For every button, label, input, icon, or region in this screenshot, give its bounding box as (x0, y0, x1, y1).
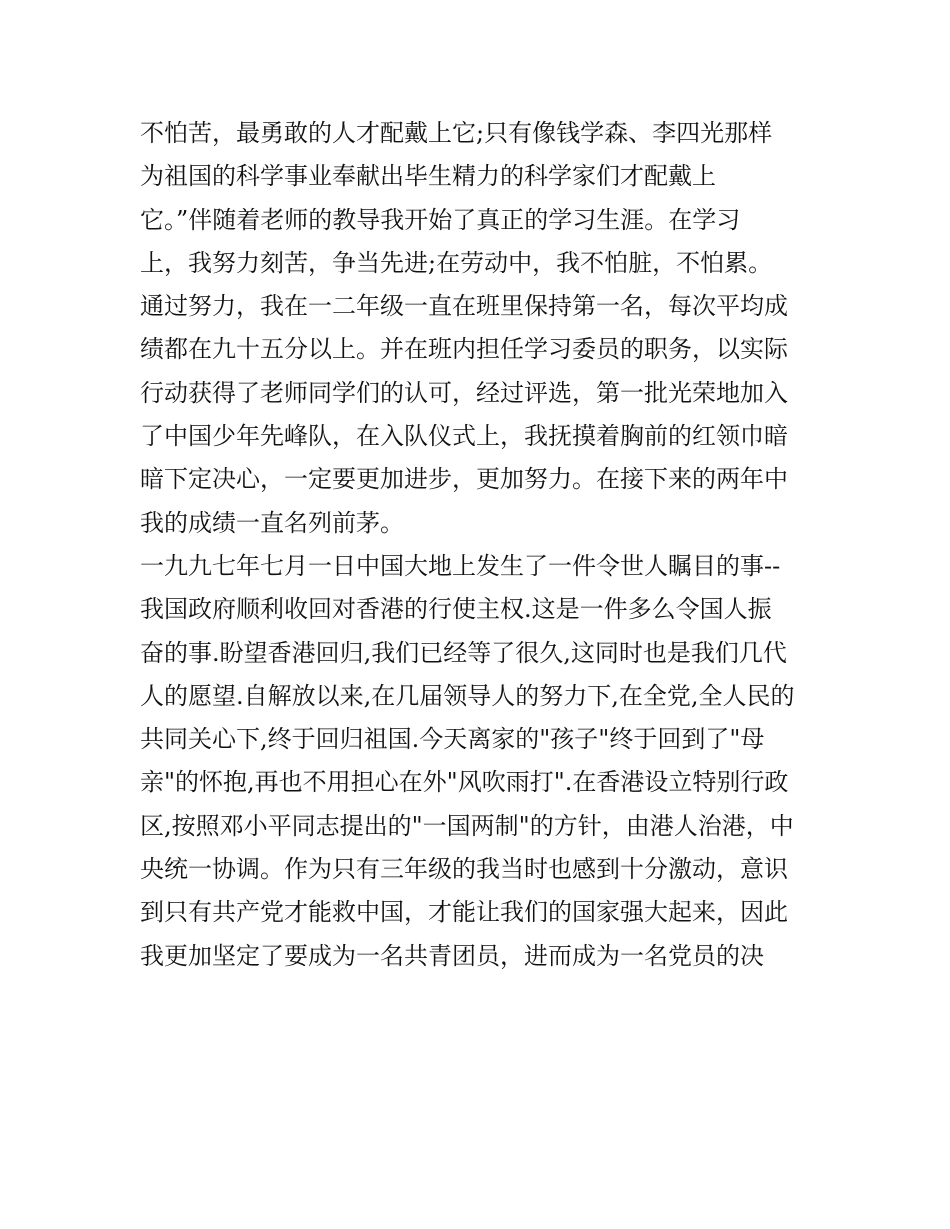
text-line: 人的愿望.自解放以来,在几届领导人的努力下,在全党,全人民的 (140, 681, 795, 710)
text-line: 绩都在九十五分以上。并在班内担任学习委员的职务，以实际 (140, 335, 788, 364)
text-line: 亲"的怀抱,再也不用担心在外"风吹雨打".在香港设立特别行政 (140, 768, 789, 797)
text-line: 央统一协调。作为只有三年级的我当时也感到十分激动，意识 (140, 855, 788, 884)
text-line: 奋的事.盼望香港回归,我们已经等了很久,这同时也是我们几代 (140, 638, 787, 667)
text-line: 上，我努力刻苦，争当先进;在劳动中，我不怕脏，不怕累。 (140, 248, 773, 277)
text-line: 一九九七年七月一日中国大地上发生了一件令世人瞩目的事-- (140, 551, 781, 580)
text-line: 为祖国的科学事业奉献出毕生精力的科学家们才配戴上 (140, 162, 716, 191)
text-line: 我更加坚定了要成为一名共青团员，进而成为一名党员的决 (140, 941, 764, 970)
text-line: 它。”伴随着老师的教导我开始了真正的学习生涯。在学习 (140, 205, 741, 234)
text-line: 不怕苦，最勇敢的人才配戴上它;只有像钱学森、李四光那样 (140, 119, 773, 147)
text-line: 了中国少年先峰队，在入队仪式上，我抚摸着胸前的红领巾暗 (140, 422, 788, 451)
text-line: 到只有共产党才能救中国，才能让我们的国家强大起来，因此 (140, 898, 788, 927)
text-line: 区,按照邓小平同志提出的"一国两制"的方针，由港人治港，中 (140, 811, 794, 840)
text-line: 我的成绩一直名列前茅。 (140, 508, 404, 537)
body-text (140, 112, 830, 978)
text-line: 行动获得了老师同学们的认可，经过评选，第一批光荣地加入 (140, 378, 788, 407)
text-line: 共同关心下,终于回归祖国.今天离家的"孩子"终于回到了"母 (140, 725, 765, 754)
text-line: 我国政府顺利收回对香港的行使主权.这是一件多么令国人振 (140, 595, 772, 624)
text-line: 暗下定决心，一定要更加进步，更加努力。在接下来的两年中 (140, 465, 788, 494)
text-line: 通过努力，我在一二年级一直在班里保持第一名，每次平均成 (140, 292, 788, 321)
